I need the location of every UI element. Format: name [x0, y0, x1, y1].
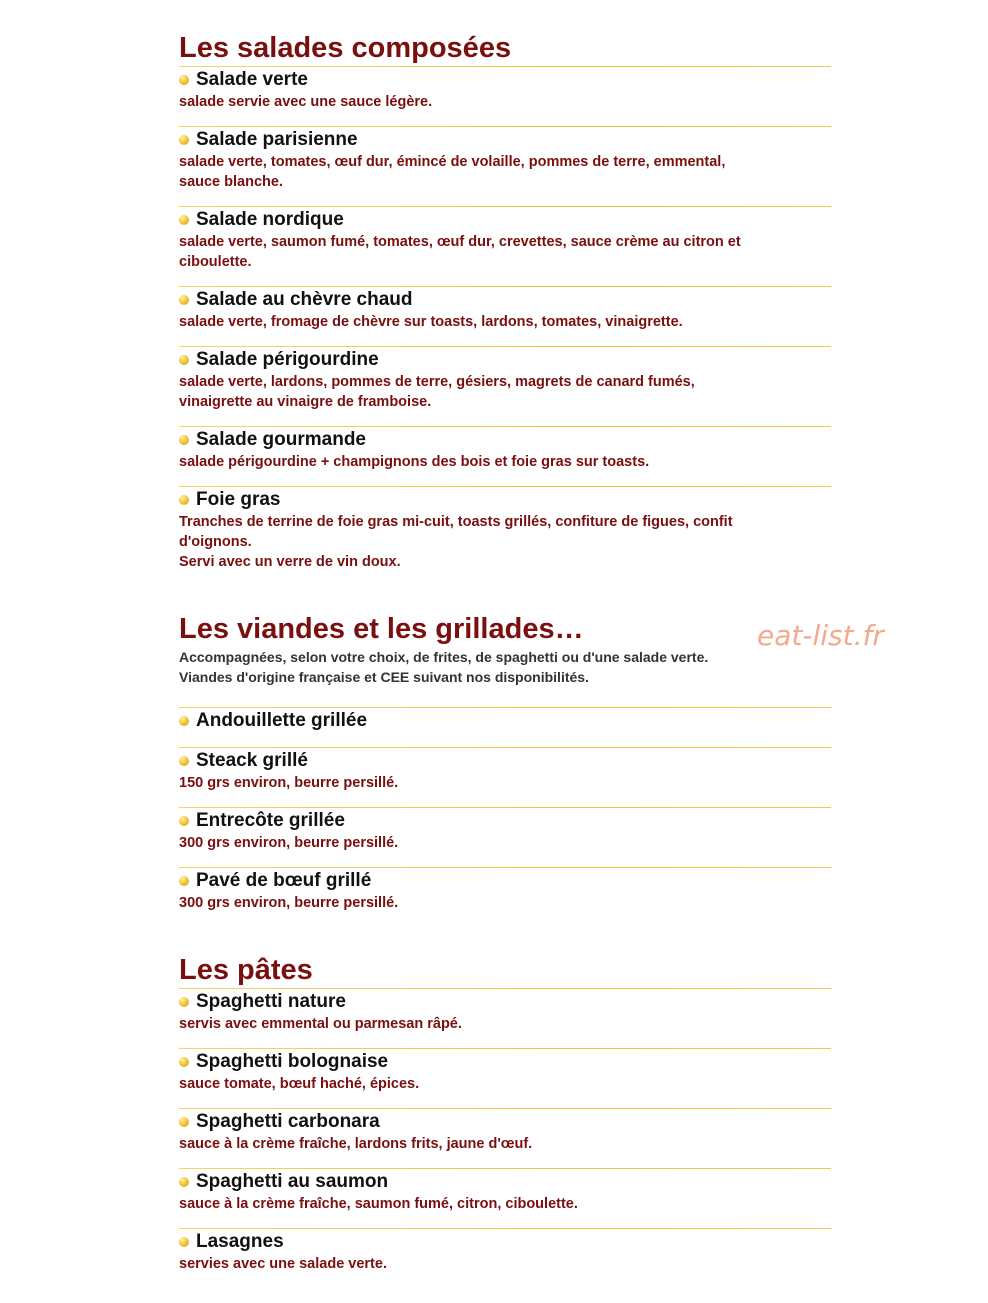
item-description: 300 grs environ, beurre persillé. — [179, 895, 399, 911]
item-description: salade verte, tomates, œuf dur, émincé de volaille, pommes de terre, emmental, sauce blanche. — [179, 154, 726, 190]
item-description: salade verte, lardons, pommes de terre, gésiers, magrets de canard fumés, vinaigrette au vinaigre de framboise. — [179, 374, 695, 410]
divider — [179, 1108, 831, 1109]
menu-item — [179, 126, 831, 206]
divider — [179, 206, 831, 207]
bullet-icon — [179, 355, 189, 365]
menu-item — [179, 807, 831, 867]
divider — [179, 867, 831, 868]
item-name: Salade gourmande — [196, 429, 366, 450]
menu-item — [179, 707, 831, 747]
section-title: Les viandes et les grillades… — [179, 613, 584, 645]
divider — [179, 66, 831, 67]
watermark: eat-list.fr — [757, 619, 884, 652]
divider — [179, 346, 831, 347]
menu-item — [179, 988, 831, 1048]
bullet-icon — [179, 1117, 189, 1127]
bullet-icon — [179, 756, 189, 766]
menu-item — [179, 1108, 831, 1168]
divider — [179, 486, 831, 487]
bullet-icon — [179, 435, 189, 445]
item-name: Salade au chèvre chaud — [196, 289, 413, 310]
item-name: Steack grillé — [196, 750, 308, 771]
item-name: Spaghetti nature — [196, 991, 346, 1012]
divider — [179, 807, 831, 808]
section-viandes — [179, 611, 831, 913]
menu-item — [179, 426, 831, 486]
item-list — [179, 707, 831, 913]
divider — [179, 988, 831, 989]
section-title: Les salades composées — [179, 32, 512, 64]
bullet-icon — [179, 135, 189, 145]
menu-item — [179, 1228, 831, 1278]
menu-item — [179, 66, 831, 126]
divider — [179, 1048, 831, 1049]
item-description: 300 grs environ, beurre persillé. — [179, 835, 399, 851]
item-list — [179, 988, 831, 1278]
item-description: servis avec emmental ou parmesan râpé. — [179, 1016, 462, 1032]
divider — [179, 1228, 831, 1229]
item-description: sauce à la crème fraîche, lardons frits, jaune d'œuf. — [179, 1136, 533, 1152]
menu-item — [179, 206, 831, 286]
section-pates — [179, 952, 831, 1278]
bullet-icon — [179, 1057, 189, 1067]
bullet-icon — [179, 75, 189, 85]
item-name: Foie gras — [196, 489, 281, 510]
menu-item — [179, 1048, 831, 1108]
item-description: sauce tomate, bœuf haché, épices. — [179, 1076, 420, 1092]
bullet-icon — [179, 495, 189, 505]
menu-page — [179, 30, 831, 1278]
item-description: salade verte, saumon fumé, tomates, œuf dur, crevettes, sauce crème au citron et ciboulette. — [179, 234, 741, 270]
item-name: Salade périgourdine — [196, 349, 379, 370]
item-list — [179, 66, 831, 572]
bullet-icon — [179, 716, 189, 726]
bullet-icon — [179, 215, 189, 225]
menu-item — [179, 747, 831, 807]
item-name: Salade parisienne — [196, 129, 358, 150]
divider — [179, 126, 831, 127]
item-description: servies avec une salade verte. — [179, 1256, 387, 1272]
menu-item — [179, 286, 831, 346]
bullet-icon — [179, 1237, 189, 1247]
item-name: Andouillette grillée — [196, 710, 368, 731]
menu-item — [179, 486, 831, 572]
divider — [179, 1168, 831, 1169]
menu-item — [179, 1168, 831, 1228]
bullet-icon — [179, 997, 189, 1007]
item-name: Salade verte — [196, 69, 308, 90]
item-name: Pavé de bœuf grillé — [196, 870, 372, 891]
menu-item — [179, 867, 831, 913]
item-description: salade périgourdine + champignons des bois et foie gras sur toasts. — [179, 454, 650, 470]
item-description: sauce à la crème fraîche, saumon fumé, citron, ciboulette. — [179, 1196, 578, 1212]
section-salades — [179, 30, 831, 572]
divider — [179, 747, 831, 748]
item-description: Tranches de terrine de foie gras mi-cuit, toasts grillés, confiture de figues, confit d'oignons. Servi avec un verre de vin doux. — [179, 514, 733, 570]
divider — [179, 426, 831, 427]
bullet-icon — [179, 816, 189, 826]
bullet-icon — [179, 876, 189, 886]
item-name: Spaghetti bolognaise — [196, 1051, 389, 1072]
bullet-icon — [179, 1177, 189, 1187]
divider — [179, 707, 831, 708]
menu-item — [179, 346, 831, 426]
section-intro: Accompagnées, selon votre choix, de frites, de spaghetti ou d'une salade verte. Viandes d'origine française et CEE suivant nos disponibilités. — [179, 649, 709, 685]
item-description: salade verte, fromage de chèvre sur toasts, lardons, tomates, vinaigrette. — [179, 314, 683, 330]
item-description: 150 grs environ, beurre persillé. — [179, 775, 399, 791]
bullet-icon — [179, 295, 189, 305]
item-name: Entrecôte grillée — [196, 810, 345, 831]
item-name: Salade nordique — [196, 209, 344, 230]
item-description: salade servie avec une sauce légère. — [179, 94, 433, 110]
item-name: Spaghetti au saumon — [196, 1171, 389, 1192]
divider — [179, 286, 831, 287]
item-name: Spaghetti carbonara — [196, 1111, 380, 1132]
item-name: Lasagnes — [196, 1231, 284, 1252]
section-title: Les pâtes — [179, 954, 313, 986]
